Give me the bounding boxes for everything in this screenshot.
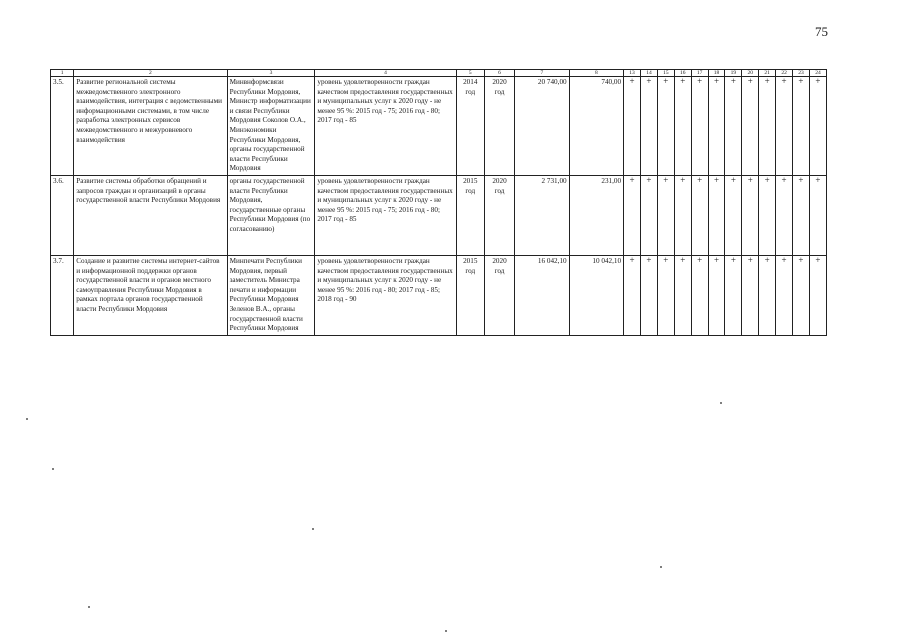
cell-start: 2014 год (456, 77, 484, 176)
cell-mark: + (708, 255, 725, 335)
cell-mark: + (742, 77, 759, 176)
column-header: 24 (809, 70, 826, 77)
scan-speck (52, 468, 54, 470)
cell-mark: + (657, 255, 674, 335)
column-header: 14 (641, 70, 658, 77)
scan-speck (88, 606, 90, 608)
cell-mark: + (691, 255, 708, 335)
cell-mark: + (674, 255, 691, 335)
cell-start: 2015 год (456, 255, 484, 335)
column-header: 15 (657, 70, 674, 77)
cell-v7: 16 042,10 (515, 255, 569, 335)
page-number: 75 (815, 24, 828, 39)
cell-indicator: уровень удовлетворенности граждан качеством предоставления государственных и муниципальных услуг к 2020 году - не менее 95 %: 2016 год - 80; 2017 год - 85; 2018 год - 90 (315, 255, 456, 335)
cell-mark: + (708, 77, 725, 176)
cell-mark: + (641, 255, 658, 335)
cell-mark: + (725, 175, 742, 255)
column-header: 1 (51, 70, 74, 77)
cell-name: Создание и развитие системы интернет-сайтов и информационной поддержки органов государственной власти и органов местного самоуправления Республики Мордовия в рамках портала органов государственной власти Республики Мордовия (74, 255, 227, 335)
column-header: 22 (776, 70, 793, 77)
cell-mark: + (674, 77, 691, 176)
cell-mark: + (809, 175, 826, 255)
cell-indicator: уровень удовлетворенности граждан качеством предоставления государственных и муниципальных услуг к 2020 году - не менее 95 %: 2015 год - 75; 2016 год - 80; 2017 год - 85 (315, 175, 456, 255)
cell-v8: 740,00 (569, 77, 623, 176)
cell-num: 3.5. (51, 77, 74, 176)
column-header: 16 (674, 70, 691, 77)
cell-mark: + (759, 77, 776, 176)
cell-mark: + (809, 77, 826, 176)
cell-exec: Минвнформсвязи Республики Мордовия, Министр информатизации и связи Республики Мордовия Соколов О.А., Минэкономики Республики Мордовия, органы государственной власти Республики Мордовия (227, 77, 315, 176)
column-header: 5 (456, 70, 484, 77)
cell-v8: 10 042,10 (569, 255, 623, 335)
column-header: 21 (759, 70, 776, 77)
cell-mark: + (624, 255, 641, 335)
cell-mark: + (793, 255, 810, 335)
cell-mark: + (725, 77, 742, 176)
header-row (51, 70, 827, 77)
column-header: 19 (725, 70, 742, 77)
cell-mark: + (624, 175, 641, 255)
cell-mark: + (776, 175, 793, 255)
column-header: 4 (315, 70, 456, 77)
cell-v8: 231,00 (569, 175, 623, 255)
cell-mark: + (624, 77, 641, 176)
cell-mark: + (776, 255, 793, 335)
cell-mark: + (641, 77, 658, 176)
table-row (51, 77, 827, 176)
cell-mark: + (793, 77, 810, 176)
cell-mark: + (641, 175, 658, 255)
table-row (51, 255, 827, 335)
program-table (50, 69, 827, 336)
cell-mark: + (725, 255, 742, 335)
cell-mark: + (742, 255, 759, 335)
column-header: 8 (569, 70, 623, 77)
cell-mark: + (742, 175, 759, 255)
column-header: 6 (484, 70, 514, 77)
cell-mark: + (674, 175, 691, 255)
cell-mark: + (776, 77, 793, 176)
cell-start: 2015 год (456, 175, 484, 255)
cell-v7: 20 740,00 (515, 77, 569, 176)
table-row (51, 175, 827, 255)
scan-speck (660, 566, 662, 568)
column-header: 13 (624, 70, 641, 77)
cell-num: 3.6. (51, 175, 74, 255)
cell-exec: Минпечати Республики Мордовия, первый заместитель Министра печати и информации Республики Мордовия Зеленов В.А., органы государственной власти Республики Мордовия (227, 255, 315, 335)
column-header: 18 (708, 70, 725, 77)
cell-mark: + (793, 175, 810, 255)
scan-speck (445, 630, 447, 632)
cell-mark: + (691, 175, 708, 255)
cell-mark: + (691, 77, 708, 176)
cell-mark: + (708, 175, 725, 255)
cell-indicator: уровень удовлетворенности граждан качеством предоставления государственных и муниципальных услуг к 2020 году - не менее 95 %: 2015 год - 75; 2016 год - 80; 2017 год - 85 (315, 77, 456, 176)
cell-name: Развитие региональной системы межведомственного электронного взаимодействия, интеграция с ведомственными информационными системами, в том числе разработка электронных сервисов межведомственного и межуровневого взаимодействия (74, 77, 227, 176)
cell-mark: + (759, 255, 776, 335)
column-header: 2 (74, 70, 227, 77)
cell-end: 2020 год (484, 255, 514, 335)
cell-mark: + (657, 175, 674, 255)
cell-exec: органы государственной власти Республики Мордовия, государственные органы Республики Мордовия (по согласованию) (227, 175, 315, 255)
cell-mark: + (809, 255, 826, 335)
scan-speck (312, 528, 314, 530)
cell-mark: + (657, 77, 674, 176)
cell-v7: 2 731,00 (515, 175, 569, 255)
column-header: 20 (742, 70, 759, 77)
column-header: 7 (515, 70, 569, 77)
cell-end: 2020 год (484, 77, 514, 176)
scan-speck (26, 418, 28, 420)
column-header: 17 (691, 70, 708, 77)
cell-end: 2020 год (484, 175, 514, 255)
cell-num: 3.7. (51, 255, 74, 335)
column-header: 23 (793, 70, 810, 77)
scan-speck (720, 402, 722, 404)
cell-name: Развитие системы обработки обращений и запросов граждан и организаций в органы государственной власти Республики Мордовия (74, 175, 227, 255)
cell-mark: + (759, 175, 776, 255)
column-header: 3 (227, 70, 315, 77)
